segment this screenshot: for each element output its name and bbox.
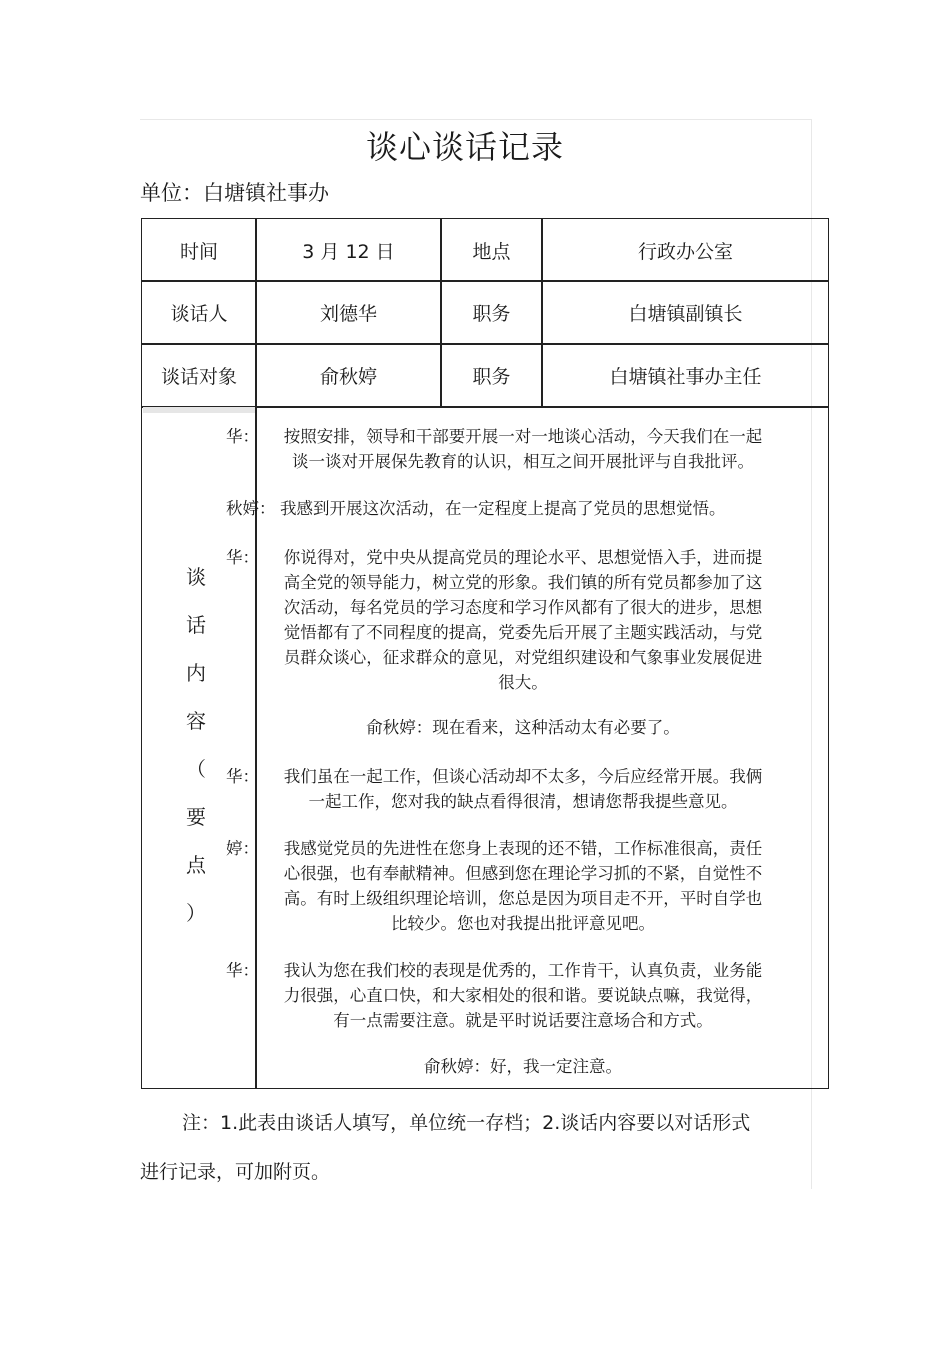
content-label-char: 话	[186, 613, 206, 637]
interviewee-post-value: 白塘镇社事办主任	[609, 366, 762, 388]
content-label-char: 容	[186, 709, 206, 733]
speaker-label: 谈话人	[170, 303, 228, 325]
place-label: 地点	[472, 240, 511, 263]
speaker-tag: 华：	[226, 427, 259, 446]
dialogue-paragraph-3: 你说得对，党中央从提高党员的理论水平、思想觉悟入手，进而提 高全党的领导能力，树立党的形象。我们镇的所有党员都参加了这 次活动，每名党员的学习态度和学习作风都有了很大的进步，思想 觉悟都有了不同程度的提高，党委先后开展了主题实践活动，与党 员群众谈心，征求群众的意见，对党组织建设和气象事业发展促进 很大。	[283, 548, 763, 692]
interviewee-post-label: 职务	[472, 366, 511, 388]
dialogue-paragraph-4: 俞秋婷：现在看来，这种活动太有必要了。	[366, 718, 680, 737]
dialogue-paragraph-5: 我们虽在一起工作，但谈心活动却不太多，今后应经常开展。我俩 一起工作，您对我的缺点看得很清，想请您帮我提些意见。	[283, 767, 763, 811]
unit-line: 单位：白塘镇社事办	[140, 181, 329, 205]
content-label-char: （	[186, 757, 206, 781]
page-frame-top	[140, 119, 812, 120]
dialogue-paragraph-7: 我认为您在我们校的表现是优秀的，工作肯干，认真负责，业务能 力很强，心直口快，和大家相处的很和谐。要说缺点嘛，我觉得， 有一点需要注意。就是平时说话要注意场合和方式。	[283, 961, 763, 1030]
time-label: 时间	[179, 240, 218, 263]
dialogue-paragraph-6: 我感觉党员的先进性在您身上表现的还不错，工作标准很高，责任 心很强，也有奉献精神。但感到您在理论学习抓的不紧，自觉性不 高。有时上级组织理论培训，您总是因为项目走不开，平时自学也 比较少。您也对我提出批评意见吧。	[283, 839, 763, 933]
interviewee-value: 俞秋婷	[319, 366, 377, 388]
note-line-1: 注：1.此表由谈话人填写，单位统一存档；2.谈话内容要以对话形式	[182, 1112, 751, 1134]
place-value: 行政办公室	[637, 240, 733, 263]
speaker-value: 刘德华	[319, 303, 377, 325]
speaker-tag: 秋婷：	[226, 499, 276, 518]
time-value: 3 月 12 日	[302, 240, 395, 263]
content-label-char: 谈	[186, 565, 206, 589]
speaker-tag: 华：	[226, 767, 259, 786]
content-label-char: ）	[186, 901, 206, 925]
dialogue-paragraph-1: 按照安排，领导和干部要开展一对一地谈心活动，今天我们在一起 谈一谈对开展保先教育的认识，相互之间开展批评与自我批评。	[283, 427, 763, 471]
page-title: 谈心谈话记录	[365, 128, 564, 166]
gray-band	[143, 407, 255, 413]
interviewee-label: 谈话对象	[160, 366, 237, 388]
speaker-tag: 华：	[226, 548, 259, 567]
speaker-tag: 婷：	[226, 839, 259, 858]
content-label	[186, 553, 206, 937]
speaker-tag: 华：	[226, 961, 259, 980]
dialogue-paragraph-8: 俞秋婷：好，我一定注意。	[424, 1057, 622, 1076]
speaker-post-label: 职务	[472, 303, 511, 325]
dialogue-paragraph-2: 我感到开展这次活动，在一定程度上提高了党员的思想觉悟。	[280, 499, 726, 518]
content-label-char: 内	[186, 661, 206, 685]
speaker-post-value: 白塘镇副镇长	[628, 303, 743, 325]
content-label-char: 点	[186, 853, 206, 877]
note-line-2: 进行记录，可加附页。	[140, 1161, 331, 1183]
content-label-char: 要	[186, 805, 206, 829]
